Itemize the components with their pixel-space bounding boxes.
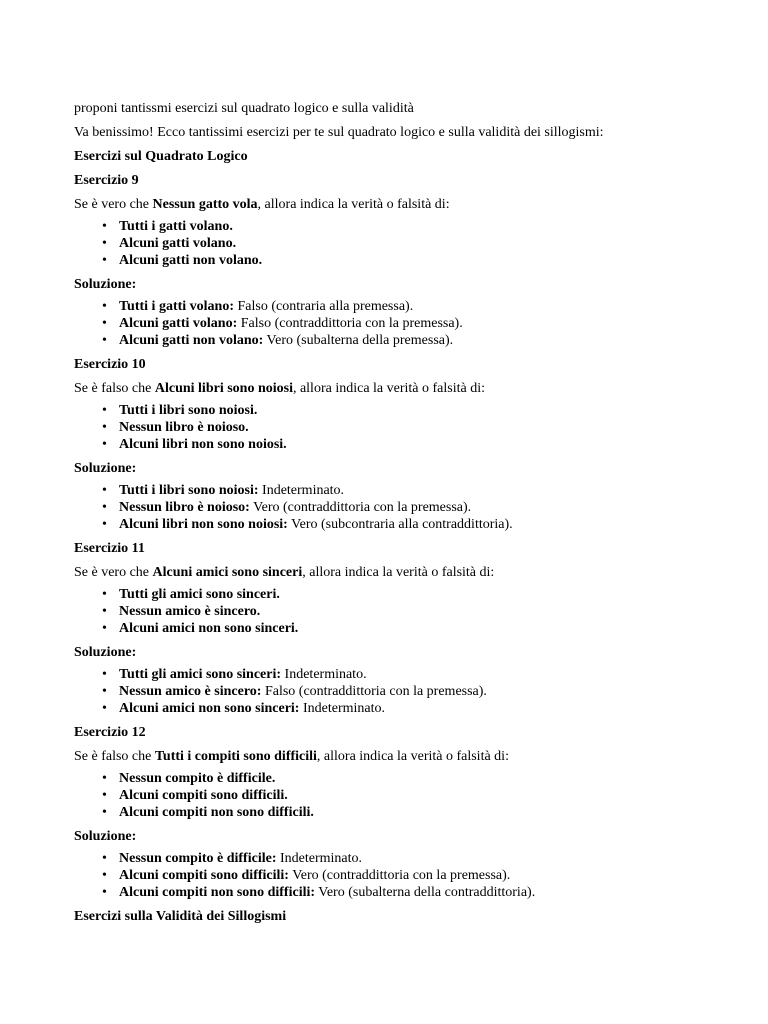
list-item: • Alcuni libri non sono noiosi. bbox=[102, 436, 734, 453]
list-item: • Tutti i libri sono noiosi: Indeterminato. bbox=[102, 482, 734, 499]
solution-list bbox=[74, 666, 734, 717]
list-item: • Alcuni compiti sono difficili. bbox=[102, 787, 734, 804]
list-item: • Tutti i gatti volano: Falso (contraria alla premessa). bbox=[102, 298, 734, 315]
exercise-premise: Se è vero che Nessun gatto vola, allora indica la verità o falsità di: bbox=[74, 197, 450, 212]
list-item: • Nessun amico è sincero. bbox=[102, 603, 734, 620]
list-item: • Tutti i gatti volano. bbox=[102, 218, 734, 235]
solution-label: Soluzione: bbox=[74, 829, 137, 844]
list-item: • Alcuni amici non sono sinceri: Indeterminato. bbox=[102, 700, 734, 717]
solution-label: Soluzione: bbox=[74, 461, 137, 476]
solution-label: Soluzione: bbox=[74, 277, 137, 292]
exercise-premise: Se è vero che Alcuni amici sono sinceri, allora indica la verità o falsità di: bbox=[74, 565, 495, 580]
list-item: • Nessun compito è difficile. bbox=[102, 770, 734, 787]
list-item: • Tutti gli amici sono sinceri: Indeterminato. bbox=[102, 666, 734, 683]
exercise-block bbox=[74, 356, 734, 533]
list-item: • Nessun amico è sincero: Falso (contraddittoria con la premessa). bbox=[102, 683, 734, 700]
section-title-syllogisms: Esercizi sulla Validità dei Sillogismi bbox=[74, 909, 287, 924]
exercise-title: Esercizio 9 bbox=[74, 173, 139, 188]
user-prompt: proponi tantissmi esercizi sul quadrato logico e sulla validità bbox=[74, 101, 414, 116]
list-item: • Alcuni compiti sono difficili: Vero (contraddittoria con la premessa). bbox=[102, 867, 734, 884]
list-item: • Alcuni compiti non sono difficili. bbox=[102, 804, 734, 821]
exercise-title: Esercizio 12 bbox=[74, 725, 146, 740]
list-item: • Alcuni compiti non sono difficili: Vero (subalterna della contraddittoria). bbox=[102, 884, 734, 901]
statement-list bbox=[74, 218, 734, 269]
exercise-block bbox=[74, 724, 734, 901]
statement-list bbox=[74, 586, 734, 637]
list-item: • Alcuni gatti non volano: Vero (subalterna della premessa). bbox=[102, 332, 734, 349]
document-page bbox=[74, 100, 734, 932]
list-item: • Nessun libro è noioso: Vero (contraddittoria con la premessa). bbox=[102, 499, 734, 516]
list-item: • Nessun libro è noioso. bbox=[102, 419, 734, 436]
exercise-title: Esercizio 10 bbox=[74, 357, 146, 372]
list-item: • Tutti i libri sono noiosi. bbox=[102, 402, 734, 419]
list-item: • Alcuni gatti volano: Falso (contraddittoria con la premessa). bbox=[102, 315, 734, 332]
solution-list bbox=[74, 482, 734, 533]
solution-label: Soluzione: bbox=[74, 645, 137, 660]
exercise-block bbox=[74, 540, 734, 717]
list-item: • Tutti gli amici sono sinceri. bbox=[102, 586, 734, 603]
solution-list bbox=[74, 298, 734, 349]
statement-list bbox=[74, 770, 734, 821]
list-item: • Alcuni libri non sono noiosi: Vero (subcontraria alla contraddittoria). bbox=[102, 516, 734, 533]
reply-intro: Va benissimo! Ecco tantissimi esercizi per te sul quadrato logico e sulla validità dei sillogismi: bbox=[74, 125, 604, 140]
exercise-block bbox=[74, 172, 734, 349]
exercise-premise: Se è falso che Tutti i compiti sono difficili, allora indica la verità o falsità di: bbox=[74, 749, 509, 764]
solution-list bbox=[74, 850, 734, 901]
statement-list bbox=[74, 402, 734, 453]
list-item: • Alcuni amici non sono sinceri. bbox=[102, 620, 734, 637]
exercise-premise: Se è falso che Alcuni libri sono noiosi, allora indica la verità o falsità di: bbox=[74, 381, 485, 396]
exercise-title: Esercizio 11 bbox=[74, 541, 145, 556]
list-item: • Alcuni gatti volano. bbox=[102, 235, 734, 252]
list-item: • Alcuni gatti non volano. bbox=[102, 252, 734, 269]
section-title-square: Esercizi sul Quadrato Logico bbox=[74, 149, 248, 164]
list-item: • Nessun compito è difficile: Indeterminato. bbox=[102, 850, 734, 867]
